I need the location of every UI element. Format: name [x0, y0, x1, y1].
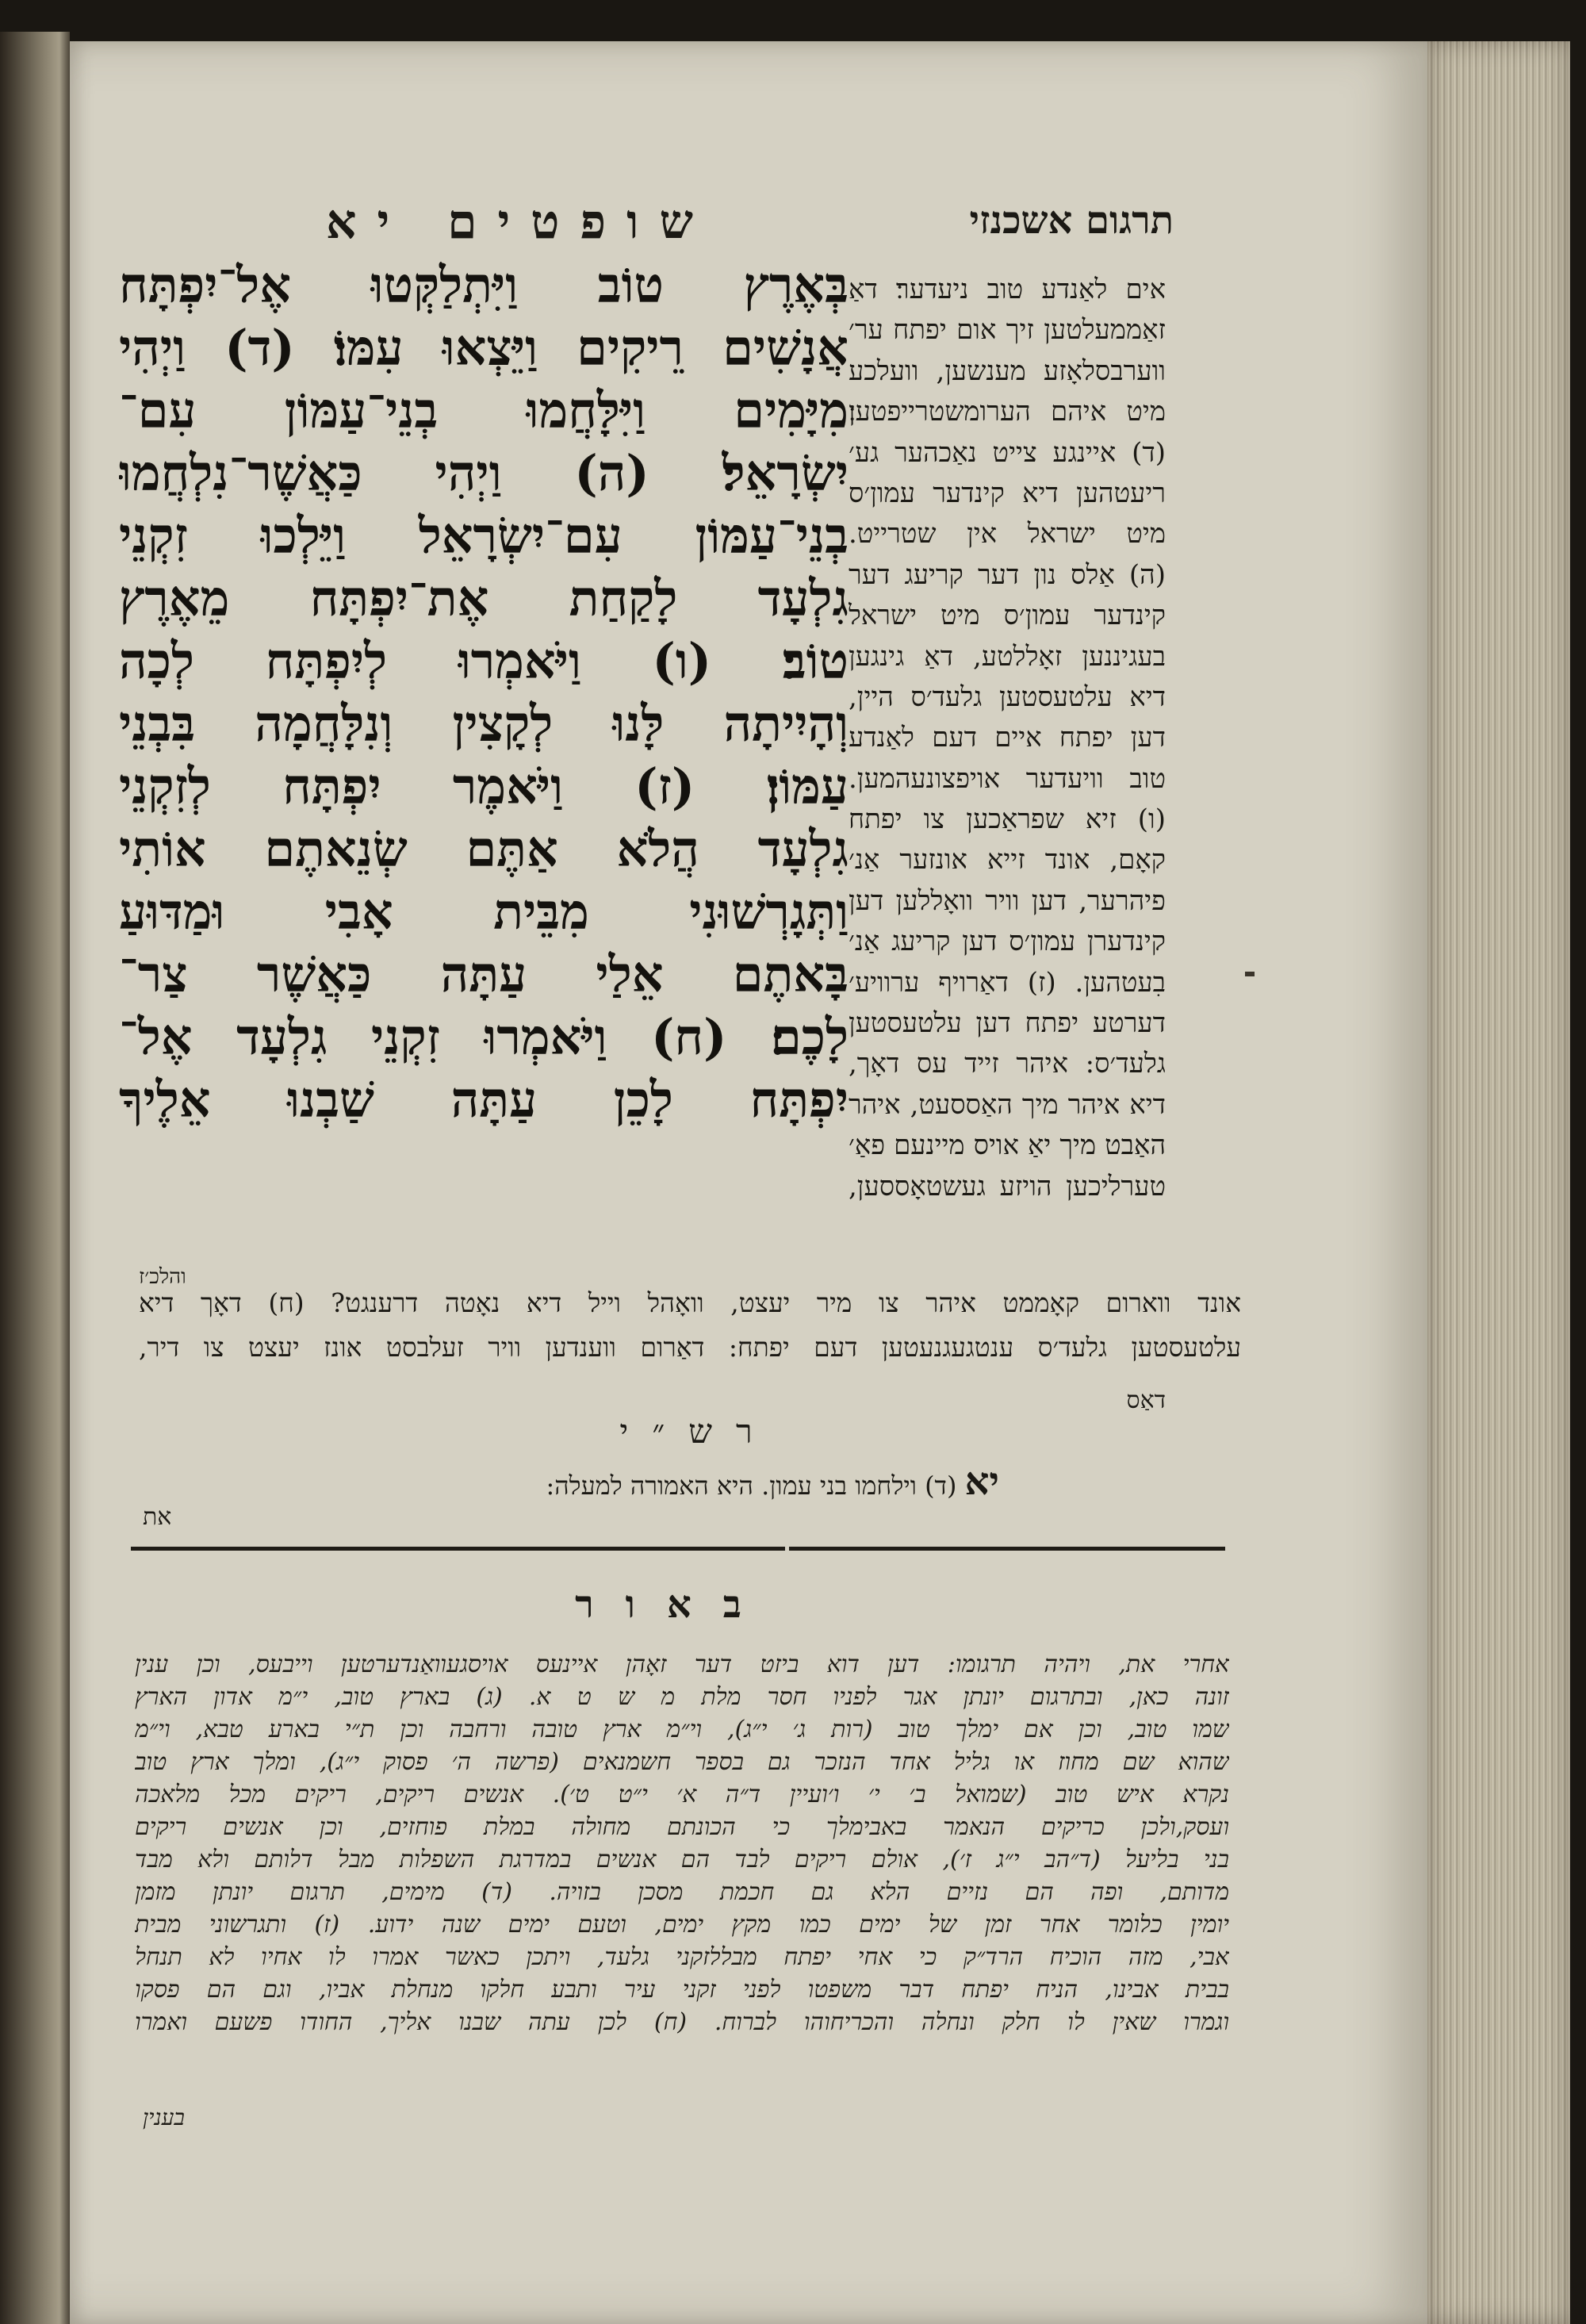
targum-wide-line: עלטעסטען גלעד׳ס ענטגעגנעטען דעם יפתח: דאַרום ווענדען וויר זעלבסט אונז יעצט צו דיר,: [139, 1332, 1241, 1363]
targum-wide-line: אונד ווארום קאָממט איהר צו מיר יעצט, וואָהל וייל דיא נאָטה דרענגט? (ח) דאָך דיא: [139, 1287, 1241, 1318]
biur-line: שהוא שם מחוז או גליל אחד הנזכר גם בספר חשמנאים (פרשה ה׳ פסוק י״ג), ומלך ארץ טוב: [135, 1748, 1229, 1776]
targum-line: (ד) איינגע צייט נאַכהער גע׳: [849, 436, 1166, 469]
hebrew-line: בְּאֶרֶץ טוֹב וַיִּתְלַקְּטוּ אֶל־יִפְתָּח: [119, 256, 849, 314]
hebrew-line: יִפְתָּח לָכֵן עַתָּה שַׁבְנוּ אֵלֶיךָ: [119, 1071, 849, 1129]
targum-text-column: [849, 270, 1166, 1207]
biur-line: בני בליעל (ד״הב י״ג ז׳), אולם ריקים לבד הם אנשים במדרגת השפלות מבל דלותם ולא מבד: [135, 1846, 1229, 1873]
hebrew-line: בְנֵי־עַמּוֹן עִם־יִשְׂרָאֵל וַיֵּלְכוּ זִקְנֵי: [119, 507, 849, 565]
biur-heading: באור: [575, 1582, 773, 1627]
page-edges: [1427, 41, 1570, 2324]
biur-line: וגמרו שאין לו חלק ונחלה והכריחוהו לברוח. (ח) לכן עתה שבנו אליך, החודו פשעם ואמרו: [135, 2008, 1229, 2036]
margin-mark: [1245, 972, 1255, 976]
hebrew-line: יִשְׂרָאֵל׃ (ה) וַיְהִי כַּאֲשֶׁר־נִלְחֲמוּ: [119, 444, 849, 502]
hebrew-line: מִיָּמִים וַיִּלָּחֲמוּ בְנֵי־עַמּוֹן עִם־: [119, 382, 849, 439]
targum-line: גלעד׳ס: איהר זייד עס דאָך,: [849, 1048, 1166, 1080]
targum-line: מיט איהם הערומשטרייפטען׃: [849, 396, 1166, 428]
biur-line: בבית אבינו, הניח יפתח דבר משפטו לפני זקני עיר ותבע חלקו מנחלת אביו, וגם הם פסקו: [135, 1976, 1229, 2004]
rashi-chapter-number: יא: [964, 1459, 999, 1504]
biur-commentary: [135, 1648, 1229, 2038]
catchword-rashi: את: [143, 1503, 172, 1531]
hebrew-line: בָּאתֶם אֵלַי עַתָּה כַּאֲשֶׁר צַר־: [119, 945, 849, 1003]
hebrew-line: וַתְּגָרְשׁוּנִי מִבֵּית אָבִי וּמַדּוּעַ: [119, 883, 849, 941]
targum-line: ריעטהען דיא קינדער עמון׳ס: [849, 477, 1166, 509]
targum-line: בִעטהען. (ז) דאַרויף ערוויע׳: [849, 966, 1166, 999]
biur-line: יומין כלומר אחר זמן של ימים כמו מקץ ימים, וטעם ימים שנה ידוע. (ז) ותגרשוני מבית: [135, 1911, 1229, 1939]
targum-line: דען יפתח איים דעם לאַנדע: [849, 722, 1166, 754]
targum-line: קאָם, אונד זייא אונזער אַנ׳: [849, 844, 1166, 876]
hebrew-line: גִלְעָד לָקַחַת אֶת־יִפְתָּח מֵאֶרֶץ: [119, 569, 849, 627]
divider-rule: [131, 1547, 785, 1551]
targum-line: קינדער עמון׳ס מיט ישראל: [849, 600, 1166, 632]
biur-line: שמו טוב, וכן אם ימלך טוב (רות ג׳ י״ג), וי״מ ארץ טובה ורחבה וכן ת״י בארע טבא, וי״מ: [135, 1716, 1229, 1743]
hebrew-line: גִלְעָד הֲלֹא אַתֶּם שְׂנֵאתֶם אוֹתִי: [119, 820, 849, 878]
divider-rule: [789, 1547, 1225, 1551]
hebrew-line: טוֹב׃ (ו) וַיֹּאמְרוּ לְיִפְתָּח לְכָה: [119, 632, 849, 690]
biur-line: מדותם, ופה הם נזיים הלא גם חכמת מסכן בזויה. (ד) מימים, תרגום יונתן מזמן: [135, 1878, 1229, 1906]
targum-line: דיא איהר מיך האַססעט, איהר: [849, 1088, 1166, 1121]
hebrew-line: וְהָיִיתָה לָּנוּ לְקָצִין וְנִלָּחֲמָה בִּבְנֵי: [119, 695, 849, 753]
running-header-book: שופטים יא: [325, 194, 714, 250]
catchword-biur: בענין: [143, 2104, 185, 2130]
targum-line: מיט ישראל אין שטרייט.: [849, 518, 1166, 550]
catchword-hebrew: והלכ׳ז: [139, 1265, 186, 1289]
targum-line: אים לאַנדע טוב ניעדער׃ דאַ: [849, 274, 1166, 305]
hebrew-line: לָכֶם׃ (ח) וַיֹּאמְרוּ זִקְנֵי גִלְעָד אֶל־: [119, 1008, 849, 1066]
targum-line: ווערבסלאָזע מענשען, וועלכע: [849, 355, 1166, 387]
targum-line: קינדערן עמון׳ס דען קריעג אַנ׳: [849, 926, 1166, 958]
running-header-targum: תרגום אשכנזי: [969, 198, 1174, 243]
rashi-commentary: [341, 1459, 999, 1504]
targum-line: זאַממעלטען זיך אום יפתח ער׳: [849, 314, 1166, 347]
biur-line: זונה כאן, ובתרגום יונתן אגר לפניו חסר מלת מ ש ט א. (ג) בארץ טוב, י״מ אדון הארץ: [135, 1683, 1229, 1711]
hebrew-text-column: [119, 254, 849, 1131]
biur-line: ועסק,ולכן כריקים הנאמר באבימלך כי הכונתם מחולה במלת פוחזים, וכן אנשים ריקים: [135, 1813, 1229, 1841]
targum-continuation: [139, 1281, 1241, 1370]
targum-line: טערליכען הויזע געשטאָססען,: [849, 1170, 1166, 1202]
biur-line: אחרי את, ויהיה תרגומו: דען דוא ביזט דער זאָהן איינעס אויסגעוואַנדערטען וייבעס, וכן ענין: [135, 1651, 1229, 1678]
biur-line: אבי, מזה הוכיח הרד״ק כי אחי יפתח מבללזקני גלעד, ויתכן כאשר אמרו לו אחיו לא תנחל: [135, 1943, 1229, 1971]
catchword-targum: דאַס: [1126, 1386, 1166, 1414]
targum-line: (ו) זיא שפראַכען צו יפתח: [849, 803, 1166, 836]
hebrew-line: עַמּוֹן׃ (ז) וַיֹּאמֶר יִפְתָּח לְזִקְנֵי: [119, 757, 849, 815]
biur-line: נקרא איש טוב (שמואל ב׳ י׳ ו׳ועיין ד״ה א׳ י״ט ט׳). אנשים ריקים, ריקים מכל מלאכה: [135, 1781, 1229, 1808]
targum-line: האַבט מיך יאַ אויס מיינעם פאַ׳: [849, 1129, 1166, 1162]
targum-line: בעגיננען זאָללטע, דאַ גינגען: [849, 640, 1166, 673]
targum-line: דערטע יפתח דען עלטעסטען: [849, 1007, 1166, 1040]
left-page-edge: [0, 32, 70, 2324]
targum-line: טוב וויעדער אויפצונעהמען.: [849, 762, 1166, 795]
targum-line: דיא עלטעסטען גלעד׳ס היין,: [849, 681, 1166, 713]
rashi-text: (ד) וילחמו בני עמון. היא האמורה למעלה:: [546, 1471, 957, 1501]
targum-line: פיהרער, דען וויר וואָללען דען: [849, 884, 1166, 917]
rashi-heading: רש״י: [619, 1412, 776, 1451]
hebrew-line: אֲנָשִׁים רֵיקִים וַיֵּצְאוּ עִמּוֹ׃ (ד) וַיְהִי: [119, 319, 849, 377]
targum-line: (ה) אַלס נון דער קריעג דער: [849, 558, 1166, 591]
